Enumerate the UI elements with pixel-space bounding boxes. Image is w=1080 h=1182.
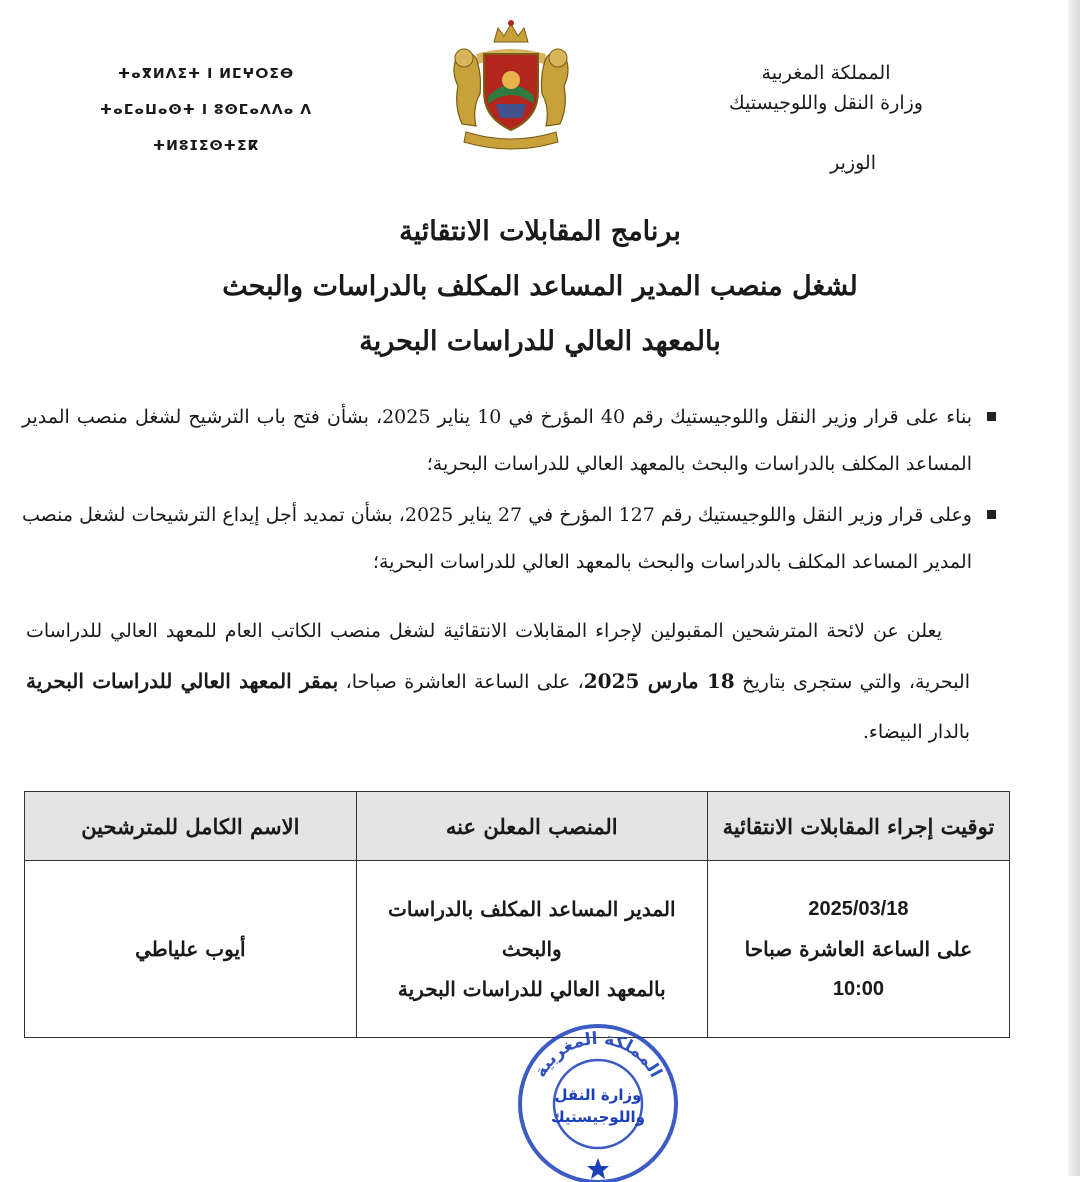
title-line-3: بالمعهد العالي للدراسات البحرية <box>359 326 721 357</box>
header-candidate-name: الاسم الكامل للمترشحين <box>25 792 357 861</box>
interview-schedule-table <box>24 791 1010 1038</box>
header-tifinagh <box>86 56 326 164</box>
stamp-ring-text: المملكة المغربية <box>530 1028 666 1081</box>
interview-time-cell <box>707 861 1009 1038</box>
kingdom-name: المملكة المغربية <box>761 62 891 84</box>
title-line-2: لشغل منصب المدير المساعد المكلف بالدراسات والبحث <box>222 271 858 302</box>
stamp-center-line-1: وزارة النقل <box>554 1086 642 1104</box>
post-cell <box>356 861 707 1038</box>
interview-time-text: على الساعة العاشرة صباحا <box>744 937 973 961</box>
legal-basis-item: بناء على قرار وزير النقل واللوجيستيك رقم 40 المؤرخ في 10 يناير 2025، بشأن فتح باب الترشيح لشغل منصب المدير المساعد المكلف بالدراسات والبحث بالمعهد العالي للدراسات البحرية؛ <box>22 394 1000 488</box>
interview-hour: 10:00 <box>832 978 885 1000</box>
legal-basis-list <box>22 394 1000 590</box>
candidate-name-cell: أيوب علياطي <box>25 861 357 1038</box>
announcement-paragraph <box>26 606 970 757</box>
header-arabic <box>696 58 956 178</box>
minister-label: الوزير <box>830 152 876 174</box>
announcement-text: يعلن عن لائحة المترشحين المقبولين لإجراء المقابلات الانتقائية لشغل منصب الكاتب العام للمعهد العالي للدراسات البحرية، والتي ستجرى بتاريخ <box>26 620 971 693</box>
legal-basis-item: وعلى قرار وزير النقل واللوجيستيك رقم 127 المؤرخ في 27 يناير 2025، بشأن تمديد أجل إيداع الترشيحات لشغل منصب المدير المساعد المكلف بالدراسات والبحث بالمعهد العالي للدراسات البحرية؛ <box>22 492 1000 586</box>
announcement-date: 18 مارس 2025 <box>583 669 735 693</box>
title-line-1: برنامج المقابلات الانتقائية <box>399 216 681 247</box>
stamp-center-line-2: واللوجيستيك <box>550 1108 646 1126</box>
header-post: المنصب المعلن عنه <box>356 792 707 861</box>
announcement-time: ، على الساعة العاشرة صباحا، <box>338 671 584 693</box>
post-line-1: المدير المساعد المكلف بالدراسات والبحث <box>388 897 676 961</box>
header-interview-time: توقيت إجراء المقابلات الانتقائية <box>707 792 1009 861</box>
page-edge <box>1068 0 1080 1176</box>
announcement-city: بالدار البيضاء. <box>862 721 970 743</box>
ministry-stamp-icon <box>508 1012 688 1182</box>
document-title <box>120 204 960 369</box>
table-header-row <box>25 792 1010 861</box>
table-row <box>25 861 1010 1038</box>
tifinagh-kingdom: ⵜⴰⴳⵍⴷⵉⵜ ⵏ ⵍⵎⵖⵔⵉⴱ <box>117 66 295 82</box>
moroccan-coat-of-arms-icon <box>436 14 586 154</box>
announcement-place: بمقر المعهد العالي للدراسات البحرية <box>26 669 339 693</box>
ministry-name: وزارة النقل واللوجيستيك <box>729 92 923 114</box>
svg-text:المملكة المغربية <box>531 1029 666 1081</box>
interview-date: 2025/03/18 <box>808 898 909 920</box>
post-line-2: بالمعهد العالي للدراسات البحرية <box>397 977 666 1001</box>
tifinagh-ministry: ⵜⴰⵎⴰⵡⴰⵙⵜ ⵏ ⵓⵙⵎⴰⴷⴷⴰ ⴷ ⵜⵍⵓⵊⵉⵙⵜⵉⴽ <box>99 102 313 154</box>
